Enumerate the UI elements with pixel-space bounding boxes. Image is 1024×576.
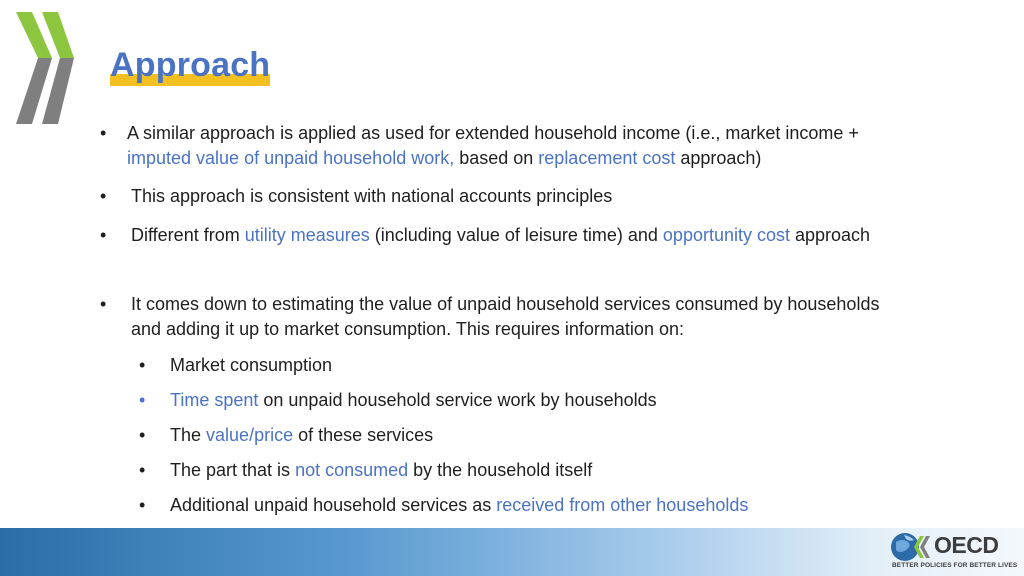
bullet-dot: •: [139, 390, 146, 410]
bullet-text: approach): [675, 148, 762, 168]
bullet-text: It comes down to estimating the value of unpaid household services consumed by households: [131, 294, 880, 314]
bullet-text: of these services: [293, 425, 434, 445]
highlight-term: not consumed: [295, 460, 409, 480]
bullet-dot: •: [100, 186, 107, 206]
bullet-text: A similar approach is applied as used for extended household income (i.e., market income +: [127, 123, 859, 143]
bullet-text: This approach is consistent with national accounts principles: [131, 186, 613, 206]
bullet-text: Additional unpaid household services as: [170, 495, 497, 515]
bullet-dot: •: [139, 425, 146, 445]
footer-bar: [0, 528, 1024, 576]
logo-tagline: BETTER POLICIES FOR BETTER LIVES: [892, 562, 1018, 569]
bullet-dot: •: [139, 460, 146, 480]
bullet-text: Different from: [131, 225, 245, 245]
bullet-text: approach: [790, 225, 871, 245]
highlight-term: utility measures: [244, 225, 370, 245]
logo-text: OECD: [934, 532, 999, 558]
highlight-term: replacement cost: [538, 148, 676, 168]
page-title: Approach: [110, 46, 271, 84]
highlight-term: opportunity cost: [662, 225, 790, 245]
bullet-text: on unpaid household service work by households: [258, 390, 657, 410]
oecd-logo: [890, 530, 1018, 574]
highlight-term: received from other households: [496, 495, 749, 515]
bullet-text: The part that is: [170, 460, 296, 480]
bullet-dot: •: [139, 495, 146, 515]
bullet-dot: •: [100, 225, 107, 245]
bullet-text: The: [170, 425, 207, 445]
bullet-dot: •: [100, 294, 107, 314]
bullet-text: (including value of leisure time) and: [369, 225, 663, 245]
highlight-term: imputed value of unpaid household work,: [127, 148, 455, 168]
chevron-right-double-icon: [14, 10, 76, 128]
bullet-text: based on: [454, 148, 539, 168]
title-block: [110, 44, 270, 86]
bullet-text: and adding it up to market consumption. This requires information on:: [131, 319, 684, 339]
oecd-globe-icon: [890, 530, 934, 564]
bullet-text: by the household itself: [408, 460, 593, 480]
highlight-term: Time spent: [170, 390, 259, 410]
highlight-term: value/price: [206, 425, 294, 445]
bullet-dot: •: [100, 123, 107, 143]
bullet-text: Market consumption: [170, 355, 333, 375]
bullet-dot: •: [139, 355, 146, 375]
